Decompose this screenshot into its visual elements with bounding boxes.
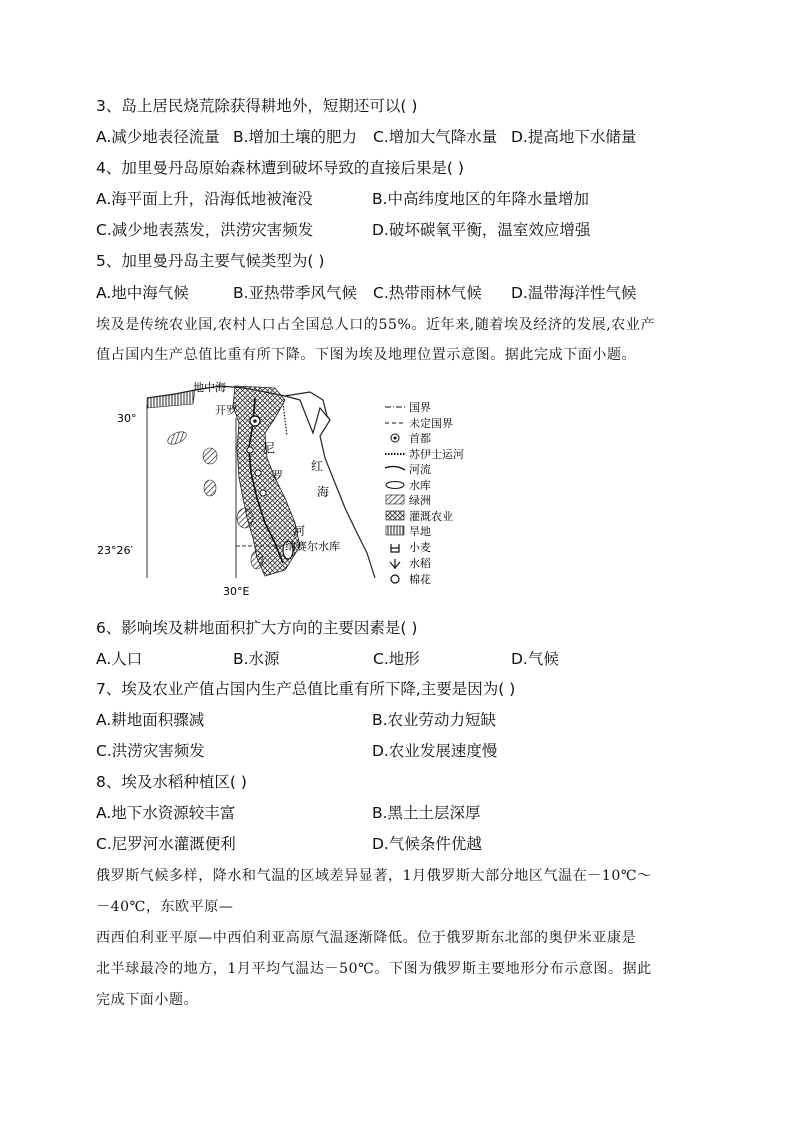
legend-capital: 首都 [409,432,431,445]
legend-cotton: 棉花 [409,573,431,586]
question-6-stem: 6、影响埃及耕地面积扩大方向的主要因素是( ) [96,619,418,637]
q3-option-a: A.减少地表径流量 [96,128,220,146]
q8-option-d: D.气候条件优越 [372,835,482,853]
legend-undefined-border: 未定国界 [409,417,453,430]
legend-dryland: 旱地 [409,525,431,538]
dryland-area [147,390,195,408]
legend-irrigated-agriculture: 灌溉农业 [409,510,453,523]
q6-option-b: B.水源 [233,650,280,668]
russia-intro-line-5: 完成下面小题。 [96,992,199,1008]
q6-option-d: D.气候 [511,650,559,668]
q5-option-c: C.热带雨林气候 [373,284,482,302]
question-5-stem: 5、加里曼丹岛主要气候类型为( ) [96,252,325,270]
label-cairo: 开罗 [215,404,237,417]
q7-option-b: B.农业劳动力短缺 [372,711,497,729]
q6-option-a: A.人口 [96,650,143,668]
q3-option-b: B.增加土壤的肥力 [233,128,358,146]
legend-suez-canal: 苏伊士运河 [409,448,464,461]
label-lat-2326: 23°26′ [97,544,133,557]
q5-option-a: A.地中海气候 [96,284,189,302]
label-red-2: 海 [317,485,330,499]
label-nile-1: 尼 [263,441,276,455]
label-lon-30e: 30°E [223,585,250,598]
label-mediterranean: 地中海 [193,381,226,394]
question-8-stem: 8、埃及水稻种植区( ) [96,773,247,791]
q7-option-a: A.耕地面积骤减 [96,711,205,729]
legend-border: 国界 [409,401,431,414]
russia-intro-line-3: 西西伯利亚平原—中西伯利亚高原气温逐渐降低。位于俄罗斯东北部的奥伊米亚康是 [96,930,637,946]
q3-option-d: D.提高地下水储量 [511,128,637,146]
map-legend [385,401,464,586]
capital-cairo-marker [250,416,260,426]
legend-rice: 水稻 [409,557,431,570]
sinai-coast [285,392,330,420]
russia-intro-line-1: 俄罗斯气候多样，降水和气温的区域差异显著，1月俄罗斯大部分地区气温在－10℃～ [96,868,652,884]
russia-intro-line-2: －40℃，东欧平原— [96,899,234,915]
q6-option-c: C.地形 [373,650,420,668]
question-3-stem: 3、岛上居民烧荒除获得耕地外，短期还可以( ) [96,97,418,115]
label-lat-30: 30° [117,412,137,425]
suez-canal [283,403,287,436]
q4-option-b: B.中高纬度地区的年降水量增加 [372,190,590,208]
q7-option-d: D.农业发展速度慢 [372,742,498,760]
russia-intro-line-4: 北半球最冷的地方，1月平均气温达－50℃。下图为俄罗斯主要地形分布示意图。据此 [96,961,652,977]
egypt-location-map [97,378,475,600]
legend-wheat: 小麦 [409,541,431,554]
q8-option-c: C.尼罗河水灌溉便利 [96,835,236,853]
q4-option-a: A.海平面上升，沿海低地被淹没 [96,190,313,208]
egypt-intro-line-1: 埃及是传统农业国,农村人口占全国总人口的55%。近年来,随着埃及经济的发展,农业产 [96,317,656,333]
q4-option-d: D.破坏碳氧平衡，温室效应增强 [372,221,591,239]
label-red-1: 红 [311,459,324,473]
label-nile-2: 罗 [271,469,284,483]
label-nasser: 纳赛尔水库 [285,540,340,553]
legend-reservoir: 水库 [409,479,431,492]
legend-oasis: 绿洲 [409,494,431,507]
q3-option-c: C.增加大气降水量 [373,128,498,146]
q5-option-b: B.亚热带季风气候 [233,284,358,302]
legend-river: 河流 [409,463,431,476]
q7-option-c: C.洪涝灾害频发 [96,742,205,760]
q8-option-a: A.地下水资源较丰富 [96,804,236,822]
q4-option-c: C.减少地表蒸发，洪涝灾害频发 [96,221,314,239]
egypt-intro-line-2: 值占国内生产总值比重有所下降。下图为埃及地理位置示意图。据此完成下面小题。 [96,347,637,363]
label-nile-3: 河 [293,524,306,538]
q5-option-d: D.温带海洋性气候 [511,284,637,302]
q8-option-b: B.黑土土层深厚 [372,804,481,822]
question-7-stem: 7、埃及农业产值占国内生产总值比重有所下降,主要是因为( ) [96,680,516,698]
question-4-stem: 4、加里曼丹岛原始森林遭到破坏导致的直接后果是( ) [96,159,464,177]
